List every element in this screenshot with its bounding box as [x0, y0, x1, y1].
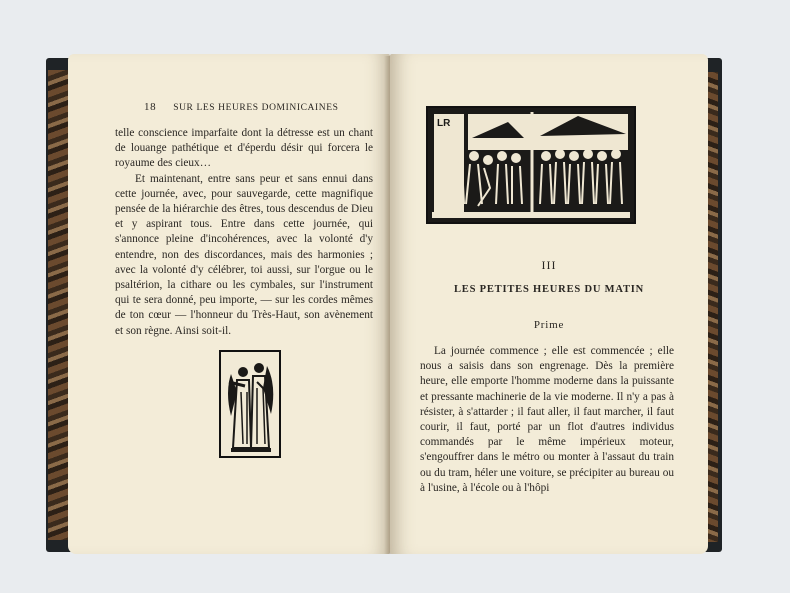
right-page	[390, 54, 708, 554]
page-number: 18	[144, 101, 157, 113]
paragraph: La journée commence ; elle est commencée ; elle nous a saisis dans son engrenage. Dès la première heure, elle emporte l'homme moderne dans la puissante et pressante machinerie de la vie moderne. Il n'y a pas à résister, à s'attarder ; il faut aller, il faut marcher, il faut courir, il faut, porté par un flot d'autres individus commandés par le même impérieux moteur, s'engouffrer dans le métro ou monter à l'assaut du train ou du tram, héler une voiture, se précipiter au bureau ou à l'usine, à l'école ou à l'hôpi	[420, 345, 674, 494]
street-crowd-illustration	[428, 108, 634, 222]
right-text-block	[420, 344, 674, 496]
angel-musicians-illustration	[221, 352, 279, 456]
running-head-title: SUR LES HEURES DOMINICAINES	[173, 103, 339, 113]
left-text-block	[115, 126, 373, 339]
left-page	[68, 54, 390, 554]
chapter-title: LES PETITES HEURES DU MATIN	[453, 284, 645, 295]
section-title: Prime	[533, 319, 565, 331]
street-crowd-woodcut	[426, 106, 636, 224]
angel-musicians-woodcut	[219, 350, 281, 458]
running-head	[144, 101, 370, 113]
paragraph: telle conscience imparfaite dont la détresse est un chant de louange pathétique et d'éperdu désir qui forcera le royaume des cieux…	[115, 127, 373, 170]
chapter-number: III	[541, 258, 557, 272]
paragraph: Et maintenant, entre sans peur et sans ennui dans cette journée, avec, pour sauvegarde, cette magnifique pensée de la hiérarchie des êtres, tous descendus de Dieu et y aspirant tous. Entre dans cette journée, qui s'annonce pleine d'incohérences, avec la volonté d'y entendre, non des discordances, mais des harmonies ; avec la volonté d'y célébrer, toi aussi, sur l'orgue ou le psaltérion, la cithare ou les cymbales, sur l'instrument qui te sera donné, peu importe, — sur les cordes mêmes de ton cœur — l'honneur du Très-Haut, son avènement et son règne. Ainsi soit-il.	[115, 172, 373, 337]
woodcut-sign-text: LR	[437, 118, 451, 129]
